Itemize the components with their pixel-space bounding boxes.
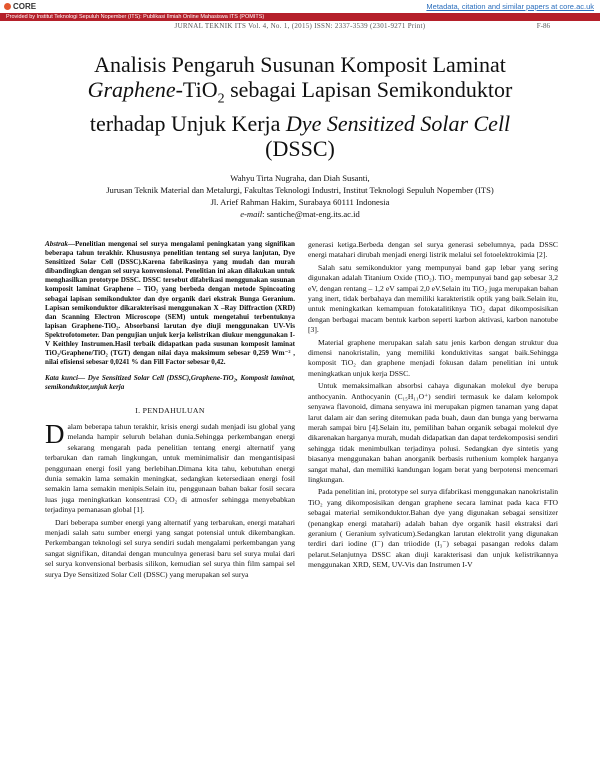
right-paragraph-1: generasi ketiga.Berbeda dengan sel surya generasi sebelumnya, pada DSSC energi matahari dirubah menjadi energi listrik melalui sel fotoelektrokimia [2]. (308, 240, 558, 260)
keywords-label: Kata kunci (45, 374, 79, 383)
title-line-2 (40, 77, 560, 111)
intro-p1-text: alam beberapa tahun terakhir, krisis energi sudah menjadi isu global yang melanda hampir seluruh belahan dunia.Sehingga perkembangan energi sekarang mengarah pada penelitian tentang energi alternatif yang terbarukan dan ramah lingkungan, untuk meminimalisir dan mengantisipasi penggunaan energi fosil yang berlebihan.Dimana kita tahu, kebutuhan energi dunia semakin lama semakin meningkat, sedangkan ketersediaan energi fosil semakin lama semakin menipis.Selain itu, penggunaan bahan bakar fosil secara luas juga meningkatkan konsentrasi CO₂ di atmosfer sehingga menyebabkan terjadinya pemanasan global [1]. (45, 421, 295, 515)
left-column (45, 240, 295, 582)
keywords-text: — Dye Sensitized Solar Cell (DSSC),Graphene-TiO₂, Komposit laminat, semikonduktor,unjuk kerja (45, 374, 295, 392)
paper-title (40, 52, 560, 161)
provider-bar (0, 13, 600, 21)
author-email (40, 208, 560, 220)
abstract-text: —Penelitian mengenai sel surya mengalami peningkatan yang signifikan beberapa tahun terakhir. Khususnya penelitian tentang sel surya lanjutan, Dye Sensitized Solar Cell (DSSC).Karena fabrikasinya yang mudah dan murah dibandingkan dengan sel surya konvensional. Penelitian ini akan dilakukan untuk menghasilkan prototype DSSC. DSSC tersebut difabrikasi menggunakan susunan komposit laminat Graphene – TiO₂ yang berbeda dengan metode Spincoating sebagai lapisan semikonduktor dan dye organik dari ekstrak Bunga Geranium. Lapisan semikonduktor dikarakterisasi menggunakan X –Ray Diffraction (XRD) dan Scanning Electron Microscope (SEM) untuk mengetahui terbentuknya lapisan Graphene-TiO₂. Absorbansi larutan dye diuji menggunakan UV-Vis Spektrofotometer. Dan pengujian unjuk kerja kelistrikan diukur menggunakan I-V Keithley Instrumen.Hasil terbaik didapatkan pada susunan komposit laminat TiO₂/Graphene/TiO₂ (TGT) dengan nilai daya maksimum sebesar 0,259 Wm⁻² , nilai efisiensi sebesar 0,0241 % dan Fill Factor sebesar 0,42. (45, 240, 295, 367)
title-italic: Dye Sensitized Solar Cell (285, 111, 511, 137)
title-sub: 2 (217, 91, 225, 107)
provider-text[interactable]: Provided by Institut Teknologi Sepuluh Nopember (ITS): Publikasi Ilmiah Online Mahasiswa ITS (POMITS) (6, 14, 265, 20)
author-names: Wahyu Tirta Nugraha, dan Diah Susanti, (230, 173, 370, 183)
author-affiliation: Jurusan Teknik Material dan Metalurgi, Fakultas Teknologi Industri, Institut Teknologi Sepuluh Nopember (ITS) (106, 185, 494, 195)
title-graphene: Graphene (87, 77, 176, 102)
title-line-3 (40, 111, 560, 136)
right-paragraph-4: Untuk memaksimalkan absorbsi cahaya digunakan molekul dye berupa anthocyanin. Anthocyanin (C₁₅H₁₁O⁺) sendiri termasuk ke dalam kelompok senyawa flavonoid, dimana senyawa ini merupakan pigmen tanaman yang dapat larut dalam air dan sering ditemukan pada buah, daun dan bunga yang berwarna merah sampai biru [4].Selain itu, pemilihan bahan organik sebagai molekul dye dikarenakan harganya murah, mudah didapatkan dan dapat terdekomposisi sendiri sehingga tidak menimbulkan terjadinya polusi. Sedangkan dye sintetis yang biasanya menggunakan bahan anorganik berbasis ruthenium komplek harganya sangat mahal, dan memiliki kandungan logam berat yang berpotensi mencemari lingkungan. (308, 381, 558, 484)
abstract-label: Abstrak (45, 240, 68, 248)
right-paragraph-2: Salah satu semikonduktor yang mempunyai band gap lebar yang sering digunakan adalah Titanium Oxide (TiO₂). TiO₂ mempunyai band gap sebesar 3,2 eV, dengan rentang – 1,2 eV sampai 2,0 eV.Selain itu TiO₂ juga merupakan bahan yang inert, tidak berbahaya dan memiliki karakteristik optik yang baik.Selain itu, untuk meningkatkan kemampuan fotokatalitiknya TiO₂ dapat dikomposisikan dengan berbagai macam bentuk karbon seperti karbon aktivasi, karbon nanotube [3]. (308, 262, 558, 335)
email-label: e-mail (240, 209, 263, 219)
author-block (40, 172, 560, 220)
right-column (308, 240, 558, 573)
email-value: : santiche@mat-eng.its.ac.id (262, 209, 360, 219)
core-logo-icon (4, 3, 11, 10)
core-banner (0, 0, 600, 13)
keywords (45, 374, 295, 392)
title-plain: terhadap Unjuk Kerja (89, 111, 286, 137)
intro-paragraph-2: Dari beberapa sumber energi yang alternatif yang terbarukan, energi matahari menjadi salah satu sumber energi yang sangat potensial untuk dikembangkan. Perkembangan teknologi sel surya sendiri sudah mengalami perkembangan yang sangat signifikan, ditandai dengan munculnya generasi baru sel surya mulai dari sel surya konvensional berbasis silikon, kemudian sel surya thin film sampai sel surya Dye Sensitized Solar Cell (DSSC) yang merupakan sel surya (45, 517, 295, 579)
right-paragraph-3: Material graphene merupakan salah satu jenis karbon dengan struktur dua dimensi nanokristalin, yang memiliki konduktivitas sangat baik.Sehingga komposit TiO₂ dan graphene menjadi fokusan dalam penelitian ini untuk meningkatkan unjuk kerja DSSC. (308, 337, 558, 378)
metadata-link[interactable]: Metadata, citation and similar papers at core.ac.uk (426, 2, 594, 11)
author-address: Jl. Arief Rahman Hakim, Surabaya 60111 Indonesia (210, 197, 390, 207)
title-line-4: (DSSC) (265, 136, 335, 162)
drop-cap: D (45, 418, 65, 449)
journal-header: JURNAL TEKNIK ITS Vol. 4, No. 1, (2015) ISSN: 2337-3539 (2301-9271 Print) (174, 22, 426, 30)
intro-paragraph-1 (45, 418, 295, 516)
right-paragraph-5: Pada penelitian ini, prototype sel surya difabrikasi menggunakan nanokristalin TiO₂ yang dikomposisikan dengan graphene secara laminat pada kaca FTO sebagai material semikonduktor.Bahan dye yang digunakan sebagai sensitizer (penangkap energi matahari) adalah bahan dye organik hasil ekstraksi dari geranium ( Geranium sylvaticum).Sedangkan larutan elektrolit yang digunakan terdiri dari iodine (I⁻) dan triiodide (I₃⁻) sebagai pasangan redoks dalam pelarut.Selanjutnya DSSC akan diuji karakterisasi dan unjuk kelistrikannya menggunakan XRD, SEM, UV-Vis dan Instrumen I-V (308, 487, 558, 570)
title-tio: -TiO (175, 77, 218, 102)
abstract (45, 240, 295, 367)
core-label: CORE (13, 2, 37, 11)
page-number: F-86 (536, 22, 550, 30)
title-rest: sebagai Lapisan Semikonduktor (224, 77, 513, 102)
section-heading: I. PENDAHULUAN (135, 405, 205, 415)
core-logo[interactable] (4, 2, 36, 11)
title-line-1: Analisis Pengaruh Susunan Komposit Laminat (94, 52, 506, 77)
